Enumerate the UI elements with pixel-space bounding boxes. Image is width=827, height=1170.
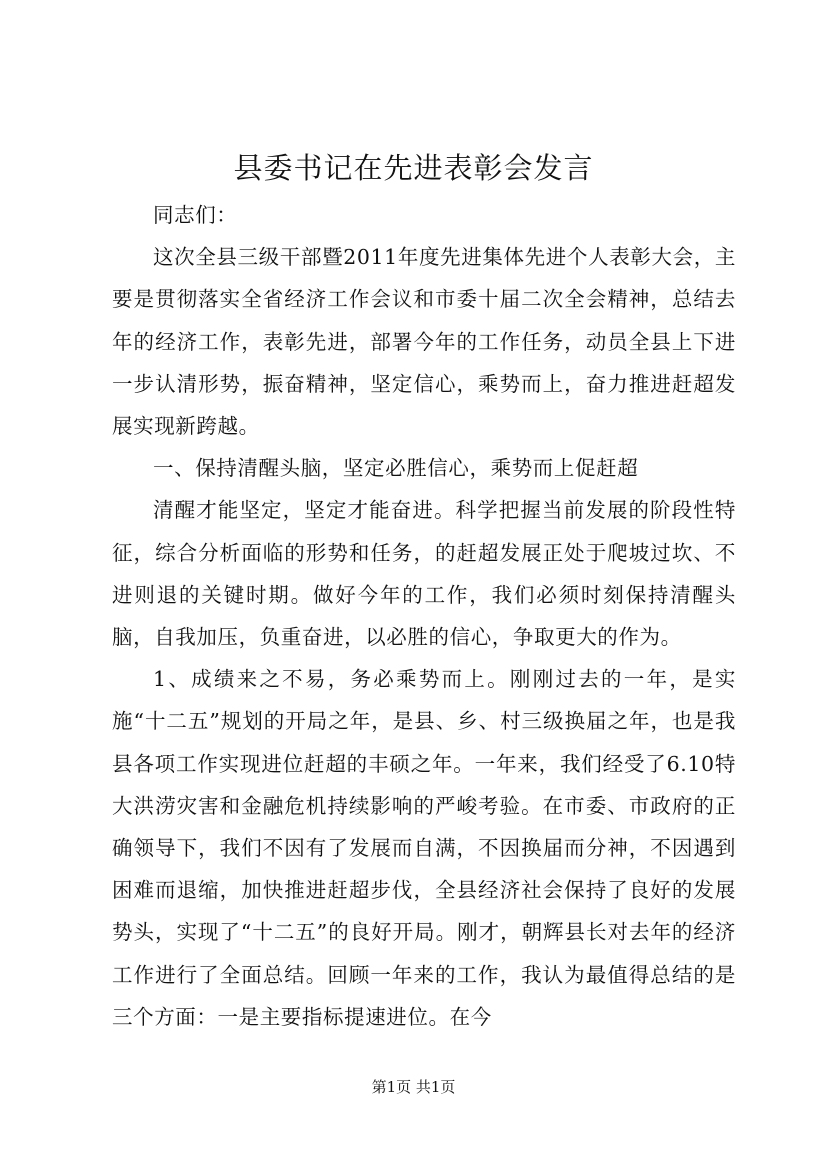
intro-paragraph: 这次全县三级干部暨2011年度先进集体先进个人表彰大会，主要是贯彻落实全省经济工作会议和市委十届二次全会精神，总结去年的经济工作，表彰先进，部署今年的工作任务，动员全县上下进一步认清形势，振奋精神，坚定信心，乘势而上，奋力推进赶超发展实现新跨越。 [112,245,736,439]
salutation-paragraph: 同志们： [153,203,238,227]
document-body [112,194,736,1038]
document-title: 县委书记在先进表彰会发言 [233,151,594,185]
page-footer: 第1页 共1页 [371,1078,456,1096]
section-1-paragraph: 清醒才能坚定，坚定才能奋进。科学把握当前发展的阶段性特征，综合分析面临的形势和任务，的赶超发展正处于爬坡过坎、不进则退的关键时期。做好今年的工作，我们必须时刻保持清醒头脑，自我加压，负重奋进，以必胜的信心，争取更大的作为。 [112,498,736,650]
point-1-paragraph: 1、成绩来之不易，务必乘势而上。刚刚过去的一年，是实施“十二五”规划的开局之年，是县、乡、村三级换届之年，也是我县各项工作实现进位赶超的丰硕之年。一年来，我们经受了6.10特大洪涝灾害和金融危机持续影响的严峻考验。在市委、市政府的正确领导下，我们不因有了发展而自满，不因换届而分神，不因遇到困难而退缩，加快推进赶超步伐，全县经济社会保持了良好的发展势头，实现了“十二五”的良好开局。刚才，朝辉县长对去年的经济工作进行了全面总结。回顾一年来的工作，我认为最值得总结的是三个方面：一是主要指标提速进位。在今 [112,667,736,1029]
section-heading-1: 一、保持清醒头脑，坚定必胜信心，乘势而上促赶超 [153,456,639,481]
